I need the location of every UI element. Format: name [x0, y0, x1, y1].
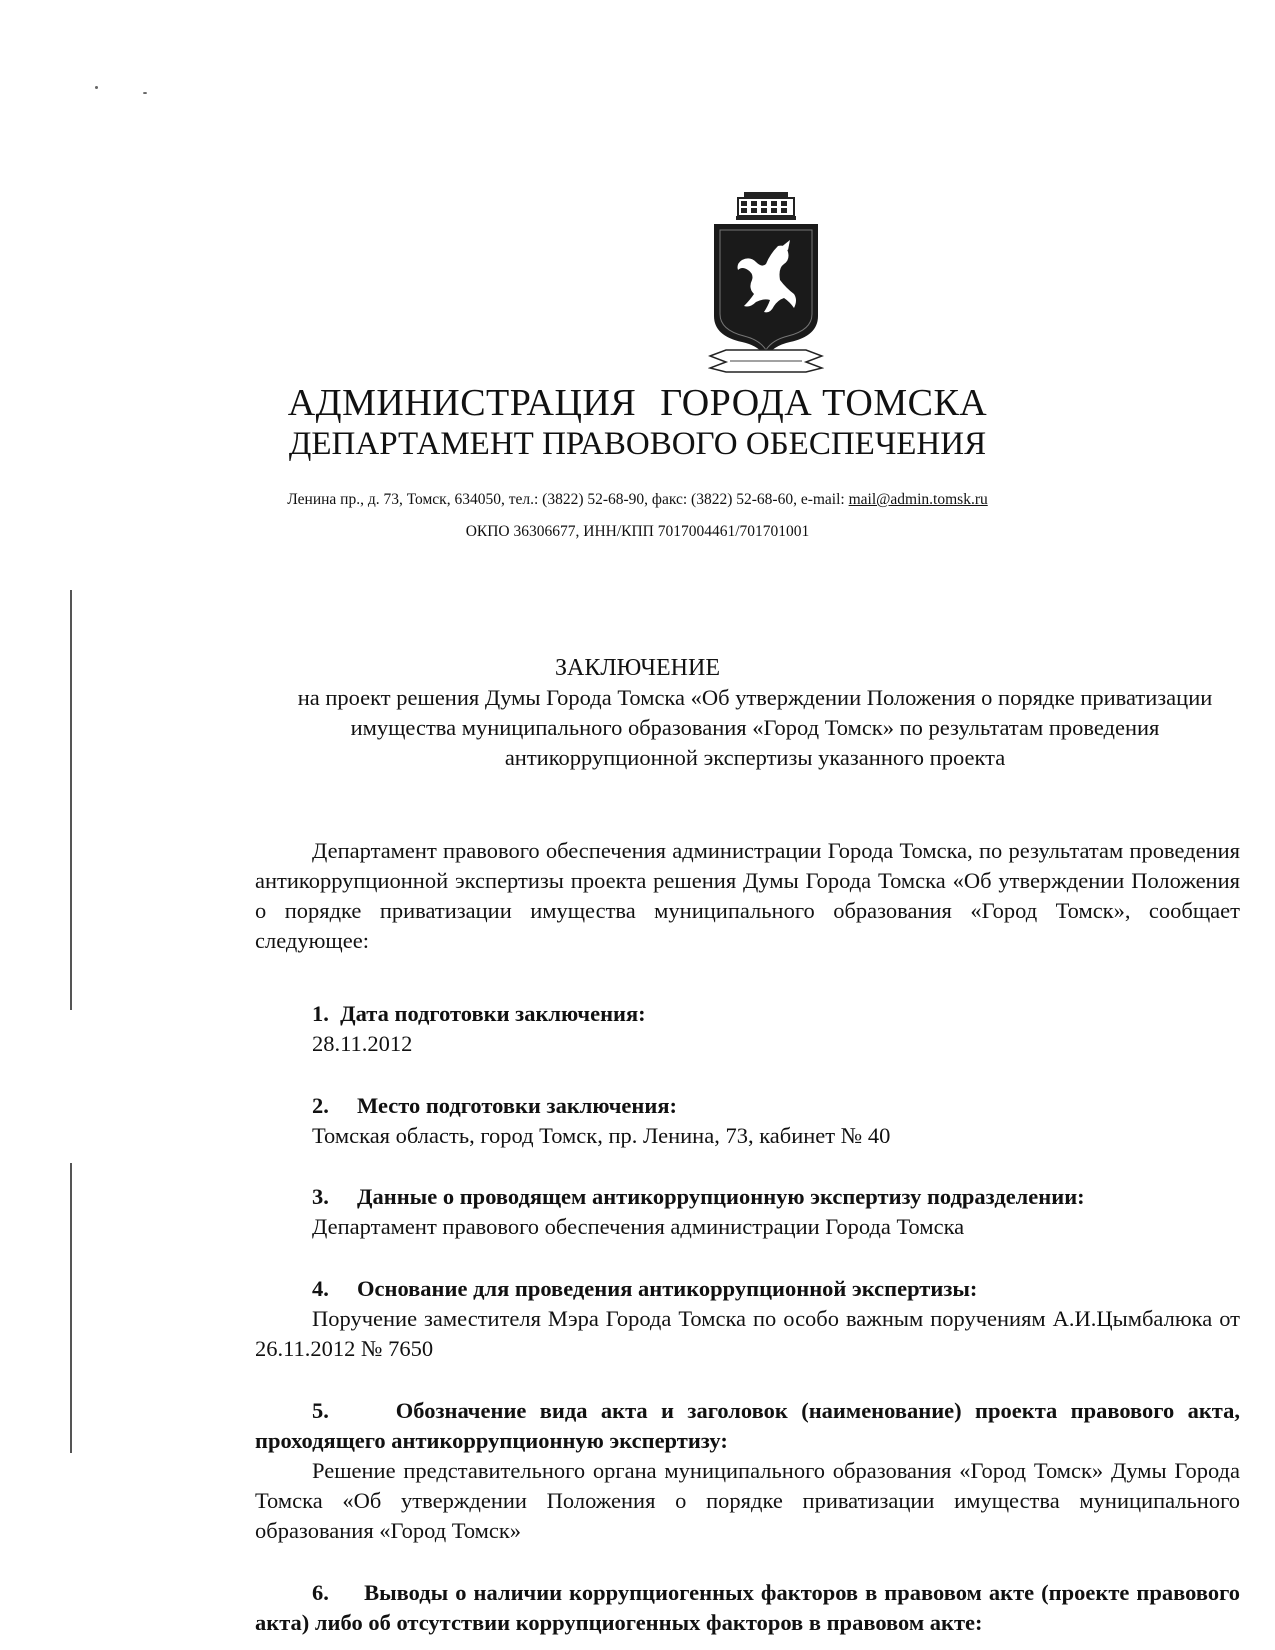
- section-5-value: Решение представительного органа муниципального образования «Город Томск» Думы Города Томска «Об утверждении Положения о порядке приватизации имущества муниципального образования «Город Томск»: [255, 1458, 1240, 1543]
- section-heading-text: Дата подготовки заключения:: [340, 1001, 646, 1026]
- section-number: 6.: [312, 1580, 329, 1605]
- section-heading-text: Основание для проведения антикоррупционной экспертизы:: [357, 1276, 978, 1301]
- crown-icon: [736, 192, 796, 220]
- tomsk-coat-of-arms-icon: [708, 190, 824, 376]
- organization-name-part2: ГОРОДА ТОМСКА: [660, 382, 988, 424]
- scan-margin-line: [70, 1163, 72, 1453]
- contact-email-link[interactable]: mail@admin.tomsk.ru: [848, 491, 988, 508]
- department-name: ДЕПАРТАМЕНТ ПРАВОВОГО ОБЕСПЕЧЕНИЯ: [288, 426, 987, 462]
- intro-paragraph: Департамент правового обеспечения администрации Города Томска, по результатам проведения антикоррупционной экспертизы проекта решения Думы Города Томска «Об утверждении Положения о порядке приватизации имущества муниципального образования «Город Томск», сообщает следующее:: [255, 838, 1240, 953]
- section-1-value: 28.11.2012: [312, 1031, 413, 1056]
- organization-name: [0, 382, 1275, 424]
- section-heading-text: Данные о проводящем антикоррупционную экспертизу подразделении:: [357, 1184, 1085, 1209]
- section-5-heading: [255, 1396, 1240, 1456]
- section-4-heading: [255, 1274, 1240, 1304]
- section-number: 4.: [312, 1276, 329, 1301]
- document-title: ЗАКЛЮЧЕНИЕ: [555, 655, 720, 681]
- section-number: 5.: [312, 1398, 329, 1423]
- organization-name-part1: АДМИНИСТРАЦИЯ: [287, 382, 637, 424]
- ribbon-icon: [710, 350, 822, 372]
- section-heading-text: Обозначение вида акта и заголовок (наименование) проекта правового акта, проходящего антикоррупционную экспертизу:: [255, 1398, 1240, 1453]
- scan-speck: [143, 92, 147, 94]
- section-6-heading: [255, 1578, 1240, 1638]
- section-number: 2.: [312, 1093, 329, 1118]
- section-heading-text: Выводы о наличии коррупциогенных факторов в правовом акте (проекте правового акта) либо об отсутствии коррупциогенных факторов в правовом акте:: [255, 1580, 1240, 1635]
- section-2-value: Томская область, город Томск, пр. Ленина, 73, кабинет № 40: [312, 1123, 891, 1148]
- section-4-value: Поручение заместителя Мэра Города Томска по особо важным поручениям А.И.Цымбалюка от 26.11.2012 № 7650: [255, 1306, 1240, 1361]
- section-1-heading: [255, 999, 1240, 1029]
- section-2-heading: [255, 1091, 1240, 1121]
- section-3-value: Департамент правового обеспечения администрации Города Томска: [312, 1214, 965, 1239]
- registration-codes: ОКПО 36306677, ИНН/КПП 7017004461/701701001: [465, 523, 810, 540]
- section-number: 3.: [312, 1184, 329, 1209]
- scan-margin-line: [70, 590, 72, 1010]
- contact-address: Ленина пр., д. 73, Томск, 634050, тел.: (3822) 52-68-90, факс: (3822) 52-68-60, e-mail:: [287, 491, 849, 508]
- scan-speck: [95, 86, 98, 89]
- contact-line: [0, 490, 1275, 510]
- document-subtitle: на проект решения Думы Города Томска «Об утверждении Положения о порядке приватизации имущества муниципального образования «Город Томск» по результатам проведения антикоррупционной экспертизы указанного проекта: [297, 685, 1213, 770]
- section-3-heading: [255, 1182, 1240, 1212]
- section-heading-text: Место подготовки заключения:: [357, 1093, 678, 1118]
- section-number: 1.: [312, 1001, 329, 1026]
